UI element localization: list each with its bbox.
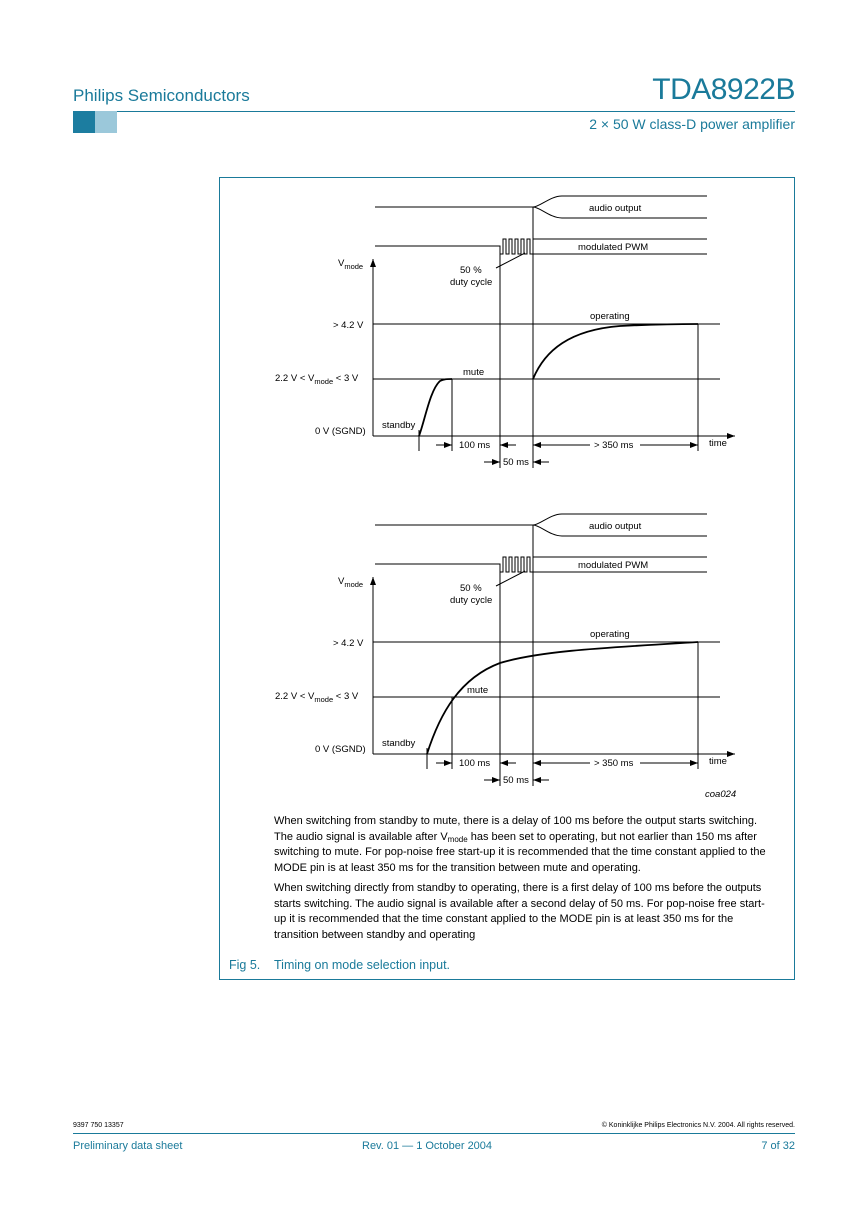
label-operating: operating xyxy=(590,629,630,640)
vmode-curve-to-operating xyxy=(533,324,698,379)
label-level-high: > 4.2 V xyxy=(333,320,364,331)
product-subtitle: 2 × 50 W class-D power amplifier xyxy=(589,116,795,132)
label-50ms: 50 ms xyxy=(503,457,529,468)
label-duty-1: 50 % xyxy=(460,583,482,594)
label-level-zero: 0 V (SGND) xyxy=(315,426,366,437)
label-mute: mute xyxy=(467,685,489,696)
label-100ms: 100 ms xyxy=(459,440,491,451)
label-350ms: > 350 ms xyxy=(594,758,634,769)
label-100ms: 100 ms xyxy=(459,758,491,769)
description-paragraph-1: When switching from standby to mute, there is a delay of 100 ms before the output starts switching. The audio signal is available after $V_{mode}$ has been set to operating, but not earlier than 150 ms after switching to mute. For pop-noise free start-up it is recommended that the time constant applied to the MODE pin is at least 350 ms for the transition between mute and operating. xyxy=(274,815,766,874)
part-number: TDA8922B xyxy=(652,73,795,106)
label-level-mid: 2.2 $V < V_{mode} < 3$ V xyxy=(275,691,359,704)
vmode-curve-to-mute xyxy=(419,379,452,436)
pwm-trace xyxy=(375,239,707,254)
label-audio-output: audio output xyxy=(589,521,642,532)
label-350ms: > 350 ms xyxy=(594,440,634,451)
page-number: 7 of 32 xyxy=(761,1140,795,1152)
label-vmode: $V_{mode}$ xyxy=(338,258,364,271)
audio-output-trace xyxy=(375,514,707,536)
figure-description xyxy=(274,814,766,948)
timing-panel-standby-operating xyxy=(373,514,735,786)
label-vmode: $V_{mode}$ xyxy=(338,576,364,589)
label-level-zero: 0 V (SGND) xyxy=(315,744,366,755)
timing-panel-standby-mute-operating xyxy=(373,196,735,468)
figure-code: coa024 xyxy=(705,789,737,800)
vmode-curve-to-operating xyxy=(427,642,698,754)
audio-output-trace xyxy=(375,196,707,218)
label-standby: standby xyxy=(382,738,416,749)
footer-rule xyxy=(73,1133,795,1134)
revision: Rev. 01 — 1 October 2004 xyxy=(362,1140,493,1152)
figure-title-text: Timing on mode selection input. xyxy=(274,958,451,972)
label-operating: operating xyxy=(590,311,630,322)
label-time: time xyxy=(709,756,727,767)
description-paragraph-2: When switching directly from standby to operating, there is a first delay of 100 ms before the outputs starts switching. The audio signal is available after a second delay of 50 ms. For pop-noise free start-up it is recommended that the time constant applied to the MODE pin is at least 350 ms for the transition between standby and operating xyxy=(274,882,765,941)
label-duty-2: duty cycle xyxy=(450,595,493,606)
pwm-trace xyxy=(375,557,707,572)
company-name: Philips Semiconductors xyxy=(73,86,250,105)
copyright: © Koninklijke Philips Electronics N.V. 2004. All rights reserved. xyxy=(601,1122,795,1129)
sheet-type: Preliminary data sheet xyxy=(73,1140,183,1152)
label-duty-2: duty cycle xyxy=(450,277,493,288)
label-level-high: > 4.2 V xyxy=(333,638,364,649)
label-time: time xyxy=(709,438,727,449)
figure-number: Fig 5. xyxy=(229,958,261,972)
label-modulated-pwm: modulated PWM xyxy=(578,560,649,571)
label-level-mid: 2.2 $V < V_{mode} < 3$ V xyxy=(275,373,359,386)
label-audio-output: audio output xyxy=(589,203,642,214)
panel-1-labels xyxy=(275,203,727,468)
figure-title xyxy=(229,958,450,972)
panel-2-labels xyxy=(275,521,727,786)
label-50ms: 50 ms xyxy=(503,775,529,786)
label-standby: standby xyxy=(382,420,416,431)
label-modulated-pwm: modulated PWM xyxy=(578,242,649,253)
document-id: 9397 750 13357 xyxy=(73,1122,124,1129)
label-duty-1: 50 % xyxy=(460,265,482,276)
label-mute: mute xyxy=(463,367,485,378)
